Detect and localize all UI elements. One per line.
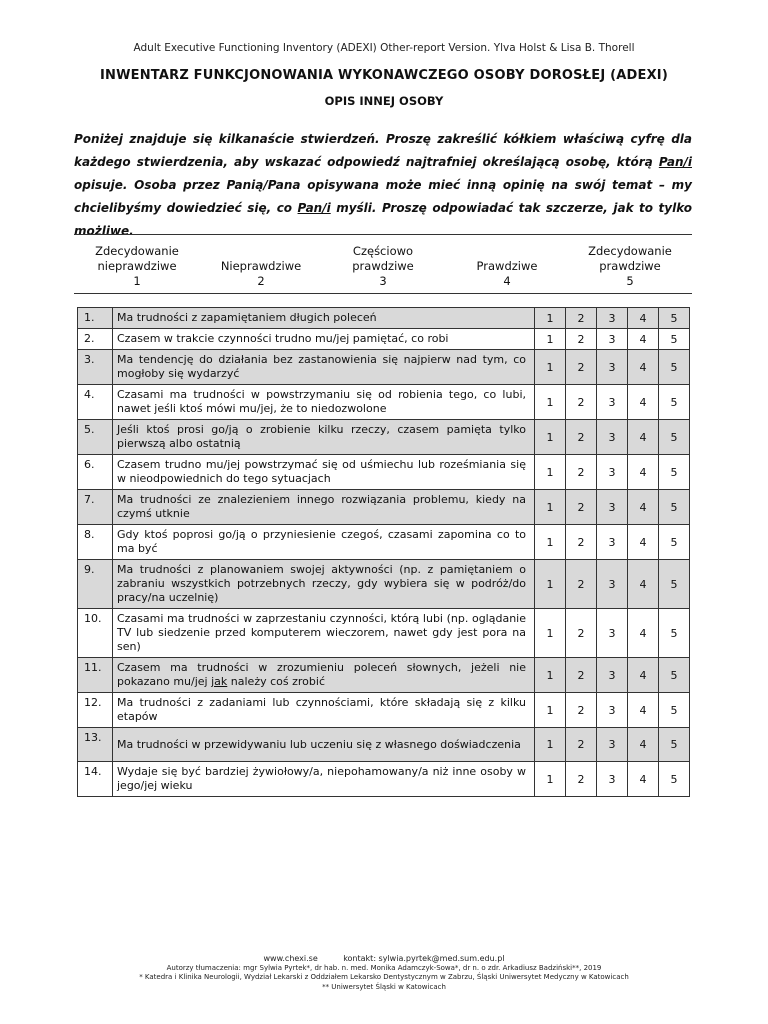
footer xyxy=(0,954,768,992)
answer-option-4[interactable]: 4 xyxy=(628,560,659,609)
answer-option-5[interactable]: 5 xyxy=(659,420,690,455)
table-row xyxy=(78,658,690,693)
answer-option-3[interactable]: 3 xyxy=(597,490,628,525)
footer-authors: Autorzy tłumaczenia: mgr Sylwia Pyrtek*, dr hab. n. med. Monika Adamczyk-Sowa*, dr n. o zdr. Arkadiusz Badziński**, 2019 xyxy=(166,963,602,972)
answer-option-1[interactable]: 1 xyxy=(535,728,566,762)
table-row xyxy=(78,455,690,490)
answer-option-3[interactable]: 3 xyxy=(597,525,628,560)
answer-option-2[interactable]: 2 xyxy=(566,420,597,455)
answer-option-5[interactable]: 5 xyxy=(659,658,690,693)
response-scale xyxy=(74,234,692,294)
answer-option-2[interactable]: 2 xyxy=(566,308,597,329)
item-statement: Ma trudności z zadaniami lub czynnościami, które składają się z kilku etapów xyxy=(113,693,535,728)
item-statement-part: należy coś zrobić xyxy=(227,675,325,688)
item-number: 5. xyxy=(78,420,113,455)
answer-option-3[interactable]: 3 xyxy=(597,329,628,350)
answer-option-2[interactable]: 2 xyxy=(566,350,597,385)
answer-option-1[interactable]: 1 xyxy=(535,762,566,797)
item-number: 4. xyxy=(78,385,113,420)
answer-option-4[interactable]: 4 xyxy=(628,350,659,385)
document-title: INWENTARZ FUNKCJONOWANIA WYKONAWCZEGO OSOBY DOROSŁEJ (ADEXI) xyxy=(99,68,668,83)
answer-option-4[interactable]: 4 xyxy=(628,728,659,762)
answer-option-5[interactable]: 5 xyxy=(659,693,690,728)
scale-number: 4 xyxy=(503,274,511,288)
item-statement: Ma trudności ze znalezieniem innego rozwiązania problemu, kiedy na czymś utknie xyxy=(113,490,535,525)
answer-option-3[interactable]: 3 xyxy=(597,350,628,385)
answer-option-1[interactable]: 1 xyxy=(535,329,566,350)
answer-option-5[interactable]: 5 xyxy=(659,329,690,350)
answer-option-2[interactable]: 2 xyxy=(566,693,597,728)
item-statement: Ma trudności z zapamiętaniem długich poleceń xyxy=(113,308,535,329)
scale-option-2 xyxy=(198,259,324,289)
document-subtitle: OPIS INNEJ OSOBY xyxy=(324,94,444,108)
answer-option-4[interactable]: 4 xyxy=(628,609,659,658)
scale-label-line2: nieprawdziwe xyxy=(97,259,177,273)
item-number: 10. xyxy=(78,609,113,658)
answer-option-1[interactable]: 1 xyxy=(535,609,566,658)
scale-option-4 xyxy=(444,259,570,289)
footer-contact: www.chexi.se kontakt: sylwia.pyrtek@med.sum.edu.pl xyxy=(263,954,505,963)
answer-option-5[interactable]: 5 xyxy=(659,350,690,385)
answer-option-3[interactable]: 3 xyxy=(597,762,628,797)
answer-option-2[interactable]: 2 xyxy=(566,728,597,762)
item-number: 1. xyxy=(78,308,113,329)
item-statement: Ma trudności z planowaniem swojej aktywności (np. z pamiętaniem o zabraniu wszystkich potrzebnych rzeczy, gdy wybiera się w podróż/do pracy/na uczelnię) xyxy=(113,560,535,609)
item-statement: Czasami ma trudności w zaprzestaniu czynności, którą lubi (np. oglądanie TV lub siedzenie przed komputerem wieczorem, nawet gdy jest pora na sen) xyxy=(113,609,535,658)
answer-option-3[interactable]: 3 xyxy=(597,693,628,728)
answer-option-2[interactable]: 2 xyxy=(566,762,597,797)
answer-option-1[interactable]: 1 xyxy=(535,525,566,560)
answer-option-3[interactable]: 3 xyxy=(597,420,628,455)
item-number: 3. xyxy=(78,350,113,385)
answer-option-2[interactable]: 2 xyxy=(566,490,597,525)
answer-option-4[interactable]: 4 xyxy=(628,329,659,350)
answer-option-3[interactable]: 3 xyxy=(597,658,628,693)
answer-option-4[interactable]: 4 xyxy=(628,525,659,560)
item-number: 2. xyxy=(78,329,113,350)
scale-label-line1: Zdecydowanie xyxy=(95,244,179,258)
item-number: 13. xyxy=(78,728,113,762)
item-number: 12. xyxy=(78,693,113,728)
answer-option-4[interactable]: 4 xyxy=(628,490,659,525)
item-statement: Wydaje się być bardziej żywiołowy/a, niepohamowany/a niż inne osoby w jego/jej wieku xyxy=(113,762,535,797)
answer-option-1[interactable]: 1 xyxy=(535,420,566,455)
answer-option-2[interactable]: 2 xyxy=(566,329,597,350)
item-statement: Jeśli ktoś prosi go/ją o zrobienie kilku rzeczy, czasem pamięta tylko pierwszą albo ostatnią xyxy=(113,420,535,455)
scale-label-line2: prawdziwe xyxy=(599,259,661,273)
table-row xyxy=(78,762,690,797)
item-statement: Ma tendencję do działania bez zastanowienia się najpierw nad tym, co mogłoby się wydarzyć xyxy=(113,350,535,385)
answer-option-2[interactable]: 2 xyxy=(566,658,597,693)
table-row xyxy=(78,329,690,350)
item-number: 8. xyxy=(78,525,113,560)
scale-number: 3 xyxy=(379,274,387,288)
scale-number: 2 xyxy=(257,274,265,288)
item-statement-underline: jak xyxy=(211,675,228,688)
answer-option-4[interactable]: 4 xyxy=(628,385,659,420)
item-statement: Czasem trudno mu/jej powstrzymać się od uśmiechu lub roześmiania się w nieodpowiednich do tego sytuacjach xyxy=(113,455,535,490)
instructions-part-1: Poniżej znajduje się kilkanaście stwierdzeń. Proszę zakreślić kółkiem właściwą cyfrę dla każdego stwierdzenia, aby wskazać odpowiedź najtrafniej określającą osobę, którą xyxy=(74,132,692,169)
answer-option-2[interactable]: 2 xyxy=(566,560,597,609)
table-row xyxy=(78,308,690,329)
answer-option-5[interactable]: 5 xyxy=(659,385,690,420)
answer-option-1[interactable]: 1 xyxy=(535,385,566,420)
answer-option-5[interactable]: 5 xyxy=(659,455,690,490)
footer-affiliation-2: ** Uniwersytet Śląski w Katowicach xyxy=(322,982,446,991)
answer-option-4[interactable]: 4 xyxy=(628,693,659,728)
answer-option-5[interactable]: 5 xyxy=(659,728,690,762)
item-statement: Czasem w trakcie czynności trudno mu/jej pamiętać, co robi xyxy=(113,329,535,350)
item-number: 11. xyxy=(78,658,113,693)
scale-label-line1: Zdecydowanie xyxy=(588,244,672,258)
answer-option-4[interactable]: 4 xyxy=(628,308,659,329)
answer-option-1[interactable]: 1 xyxy=(535,693,566,728)
table-row xyxy=(78,420,690,455)
table-row xyxy=(78,350,690,385)
answer-option-3[interactable]: 3 xyxy=(597,728,628,762)
answer-option-2[interactable]: 2 xyxy=(566,455,597,490)
answer-option-2[interactable]: 2 xyxy=(566,525,597,560)
answer-option-1[interactable]: 1 xyxy=(535,350,566,385)
instructions-part-2: opisuje. Osoba przez Panią/Pana opisywana może mieć inną opinię na swój temat – my chcielibyśmy dowiedzieć się, co xyxy=(74,178,692,215)
scale-label-line2: prawdziwe xyxy=(352,259,414,273)
item-statement: Gdy ktoś poprosi go/ją o przyniesienie czegoś, czasami zapomina co to ma być xyxy=(113,525,535,560)
instructions-paragraph xyxy=(74,128,692,243)
answer-option-2[interactable]: 2 xyxy=(566,609,597,658)
scale-label-line2: Nieprawdziwe xyxy=(220,259,302,273)
item-number: 7. xyxy=(78,490,113,525)
answer-option-5[interactable]: 5 xyxy=(659,609,690,658)
instructions-underline-2: Pan/i xyxy=(297,201,331,215)
scale-option-1 xyxy=(74,244,200,289)
answer-option-4[interactable]: 4 xyxy=(628,420,659,455)
answer-option-5[interactable]: 5 xyxy=(659,308,690,329)
answer-option-1[interactable]: 1 xyxy=(535,308,566,329)
answer-option-5[interactable]: 5 xyxy=(659,490,690,525)
answer-option-4[interactable]: 4 xyxy=(628,658,659,693)
footer-affiliation-1: * Katedra i Klinika Neurologii, Wydział Lekarski z Oddziałem Lekarsko Dentystycznym w Zabrzu, Śląski Uniwersytet Medyczny w Katowicach xyxy=(139,973,629,981)
instructions-part-3: myśli. Proszę odpowiadać tak szczerze, jak to tylko możliwe. xyxy=(74,201,692,238)
answer-option-1[interactable]: 1 xyxy=(535,560,566,609)
item-number: 9. xyxy=(78,560,113,609)
item-statement: Czasami ma trudności w powstrzymaniu się od robienia tego, co lubi, nawet jeśli ktoś mówi mu/jej, że to niedozwolone xyxy=(113,385,535,420)
table-row xyxy=(78,560,690,609)
answer-option-4[interactable]: 4 xyxy=(628,455,659,490)
answer-option-3[interactable]: 3 xyxy=(597,385,628,420)
answer-option-1[interactable]: 1 xyxy=(535,658,566,693)
table-row xyxy=(78,728,690,762)
questionnaire-table xyxy=(77,307,690,797)
item-number: 14. xyxy=(78,762,113,797)
table-row xyxy=(78,525,690,560)
answer-option-3[interactable]: 3 xyxy=(597,609,628,658)
answer-option-2[interactable]: 2 xyxy=(566,385,597,420)
scale-label-line1: Częściowo xyxy=(352,244,414,258)
item-statement: Ma trudności w przewidywaniu lub uczeniu się z własnego doświadczenia xyxy=(113,728,535,762)
answer-option-4[interactable]: 4 xyxy=(628,762,659,797)
scale-number: 1 xyxy=(133,274,141,288)
table-row xyxy=(78,385,690,420)
answer-option-3[interactable]: 3 xyxy=(597,455,628,490)
scale-number: 5 xyxy=(626,274,634,288)
instructions-underline-1: Pan/i xyxy=(658,155,692,169)
answer-option-1[interactable]: 1 xyxy=(535,455,566,490)
table-row xyxy=(78,609,690,658)
answer-option-5[interactable]: 5 xyxy=(659,560,690,609)
scale-option-3 xyxy=(320,244,446,289)
answer-option-1[interactable]: 1 xyxy=(535,490,566,525)
answer-option-3[interactable]: 3 xyxy=(597,308,628,329)
answer-option-5[interactable]: 5 xyxy=(659,762,690,797)
item-number: 6. xyxy=(78,455,113,490)
answer-option-3[interactable]: 3 xyxy=(597,560,628,609)
answer-option-5[interactable]: 5 xyxy=(659,525,690,560)
document-header: Adult Executive Functioning Inventory (ADEXI) Other-report Version. Ylva Holst & Lisa B. Thorell xyxy=(133,42,635,54)
item-statement xyxy=(113,658,535,693)
table-row xyxy=(78,693,690,728)
scale-option-5 xyxy=(568,244,692,289)
item-statement-part: Czasem ma trudności w zrozumieniu poleceń słownych, jeżeli nie pokazano mu/jej xyxy=(117,661,526,688)
scale-label-line2: Prawdziwe xyxy=(476,259,538,273)
table-row xyxy=(78,490,690,525)
